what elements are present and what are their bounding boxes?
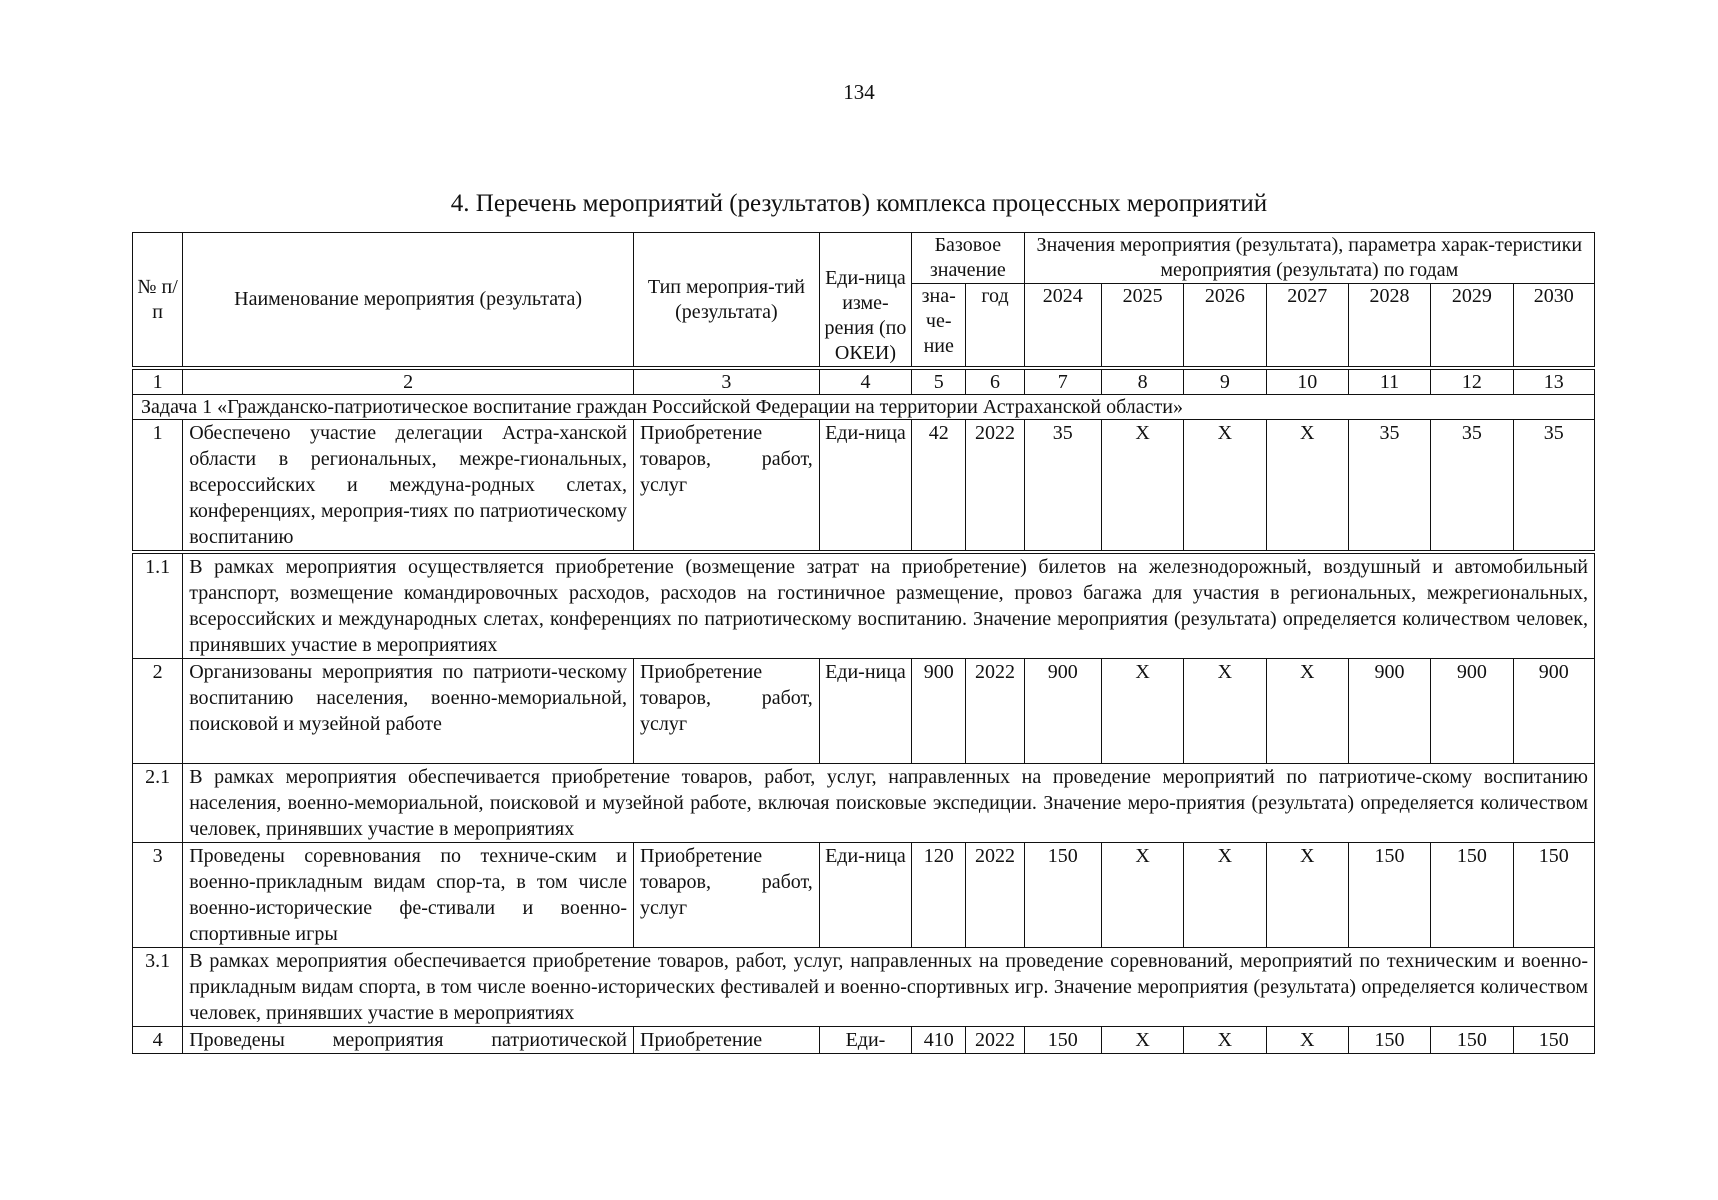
header-year-2026: 2026 <box>1184 284 1266 369</box>
row-name: Проведены мероприятия патриотической <box>183 1027 634 1054</box>
row-value-2028: 900 <box>1348 659 1430 764</box>
sub-text: В рамках мероприятия осуществляется приобретение (возмещение затрат на приобретение) билетов на железнодорожный, воздушный и автомобильный транспорт, возмещение командировочных расходов, расходов на гостиничное размещение, провоз багажа для участия в региональных, межрегиональных, всероссийских и международных слетах, конференциях по патриотическому воспитанию. Значение мероприятия (результата) определяется количеством человек, принявших участие в мероприятиях <box>183 552 1595 659</box>
table-row <box>133 1027 1595 1054</box>
row-value-2030: 150 <box>1513 1027 1594 1054</box>
column-number: 7 <box>1024 368 1101 395</box>
row-value-2028: 150 <box>1348 843 1430 948</box>
column-number: 6 <box>966 368 1024 395</box>
page-number: 134 <box>843 80 875 104</box>
header-year-2028: 2028 <box>1348 284 1430 369</box>
row-value-2024: 35 <box>1024 420 1101 553</box>
header-num: № п/п <box>133 233 183 369</box>
sub-text: В рамках мероприятия обеспечивается приобретение товаров, работ, услуг, направленных на проведение мероприятий по патриотиче-скому воспитанию населения, военно-мемориальной, поисковой и музейной работе, включая поисковые экспедиции. Значение меро-приятия (результата) определяется количеством человек, принявших участие в мероприятиях <box>183 764 1595 843</box>
description-row <box>133 764 1595 843</box>
description-row <box>133 552 1595 659</box>
measures-table <box>132 232 1595 1054</box>
column-number: 3 <box>634 368 820 395</box>
row-type: Приобретение товаров, работ, услуг <box>634 659 820 764</box>
row-base-year: 2022 <box>966 843 1024 948</box>
column-number: 9 <box>1184 368 1266 395</box>
row-value-2027: X <box>1266 1027 1348 1054</box>
row-type: Приобретение товаров, работ, услуг <box>634 843 820 948</box>
row-value-2024: 900 <box>1024 659 1101 764</box>
row-value-2028: 150 <box>1348 1027 1430 1054</box>
row-value-2028: 35 <box>1348 420 1430 553</box>
row-base-value: 900 <box>912 659 966 764</box>
column-number: 11 <box>1348 368 1430 395</box>
row-value-2025: X <box>1101 659 1183 764</box>
sub-num: 3.1 <box>133 948 183 1027</box>
row-value-2026: X <box>1184 1027 1266 1054</box>
row-value-2027: X <box>1266 659 1348 764</box>
column-numbers-row <box>133 368 1595 395</box>
table-header <box>133 233 1595 369</box>
row-value-2029: 900 <box>1431 659 1513 764</box>
sub-text: В рамках мероприятия обеспечивается приобретение товаров, работ, услуг, направленных на проведение соревнований, мероприятий по техническим и военно-прикладным видам спорта, в том числе военно-исторических фестивалей и военно-спортивных игр. Значение мероприятия (результата) определяется количеством человек, принявших участие в мероприятиях <box>183 948 1595 1027</box>
header-unit: Еди-ница изме-рения (по ОКЕИ) <box>819 233 911 369</box>
task-row <box>133 395 1595 420</box>
row-value-2025: X <box>1101 1027 1183 1054</box>
row-base-year: 2022 <box>966 1027 1024 1054</box>
header-year-2025: 2025 <box>1101 284 1183 369</box>
row-name: Проведены соревнования по техниче-ским и военно-прикладным видам спор-та, в том числе военно-исторические фе-стивали и военно-спортивные игры <box>183 843 634 948</box>
header-base-year: год <box>966 284 1024 369</box>
row-value-2029: 150 <box>1431 1027 1513 1054</box>
row-value-2029: 35 <box>1431 420 1513 553</box>
row-value-2030: 900 <box>1513 659 1594 764</box>
row-base-value: 120 <box>912 843 966 948</box>
sub-num: 1.1 <box>133 552 183 659</box>
row-value-2024: 150 <box>1024 843 1101 948</box>
row-unit: Еди-ница <box>819 659 911 764</box>
row-value-2025: X <box>1101 843 1183 948</box>
row-value-2026: X <box>1184 659 1266 764</box>
table-row <box>133 659 1595 764</box>
column-number: 13 <box>1513 368 1594 395</box>
column-number: 10 <box>1266 368 1348 395</box>
sub-num: 2.1 <box>133 764 183 843</box>
row-unit: Еди-ница <box>819 420 911 553</box>
row-type: Приобретение <box>634 1027 820 1054</box>
header-year-2030: 2030 <box>1513 284 1594 369</box>
row-value-2027: X <box>1266 420 1348 553</box>
row-num: 3 <box>133 843 183 948</box>
header-base: Базовое значение <box>912 233 1024 284</box>
document-title: 4. Перечень мероприятий (результатов) комплекса процессных мероприятий <box>450 190 1268 217</box>
row-value-2025: X <box>1101 420 1183 553</box>
row-type: Приобретение товаров, работ, услуг <box>634 420 820 553</box>
row-value-2027: X <box>1266 843 1348 948</box>
row-base-year: 2022 <box>966 659 1024 764</box>
column-number: 4 <box>819 368 911 395</box>
row-name: Обеспечено участие делегации Астра-ханской области в региональных, межре-гиональных, всероссийских и междуна-родных слетах, конференциях, мероприя-тиях по патриотическому воспитанию <box>183 420 634 553</box>
row-name: Организованы мероприятия по патриоти-ческому воспитанию населения, военно-мемориальной, поисковой и музейной работе <box>183 659 634 764</box>
row-base-value: 410 <box>912 1027 966 1054</box>
column-number: 12 <box>1431 368 1513 395</box>
row-unit: Еди-ница <box>819 843 911 948</box>
header-type: Тип мероприя-тий (результата) <box>634 233 820 369</box>
row-unit: Еди- <box>819 1027 911 1054</box>
row-value-2026: X <box>1184 843 1266 948</box>
header-year-2024: 2024 <box>1024 284 1101 369</box>
row-num: 4 <box>133 1027 183 1054</box>
row-num: 2 <box>133 659 183 764</box>
row-value-2029: 150 <box>1431 843 1513 948</box>
column-number: 2 <box>183 368 634 395</box>
row-value-2026: X <box>1184 420 1266 553</box>
header-name: Наименование мероприятия (результата) <box>183 233 634 369</box>
row-value-2024: 150 <box>1024 1027 1101 1054</box>
description-row <box>133 948 1595 1027</box>
header-year-2029: 2029 <box>1431 284 1513 369</box>
header-base-value: зна-че-ние <box>912 284 966 369</box>
table-row <box>133 843 1595 948</box>
row-value-2030: 150 <box>1513 843 1594 948</box>
row-value-2030: 35 <box>1513 420 1594 553</box>
row-base-value: 42 <box>912 420 966 553</box>
row-num: 1 <box>133 420 183 553</box>
task-title: Задача 1 «Гражданско-патриотическое воспитание граждан Российской Федерации на территории Астраханской области» <box>133 395 1595 420</box>
header-values-group: Значения мероприятия (результата), параметра харак-теристики мероприятия (результата) по годам <box>1024 233 1594 284</box>
table-row <box>133 420 1595 553</box>
row-base-year: 2022 <box>966 420 1024 553</box>
column-number: 5 <box>912 368 966 395</box>
column-number: 1 <box>133 368 183 395</box>
column-number: 8 <box>1101 368 1183 395</box>
header-year-2027: 2027 <box>1266 284 1348 369</box>
